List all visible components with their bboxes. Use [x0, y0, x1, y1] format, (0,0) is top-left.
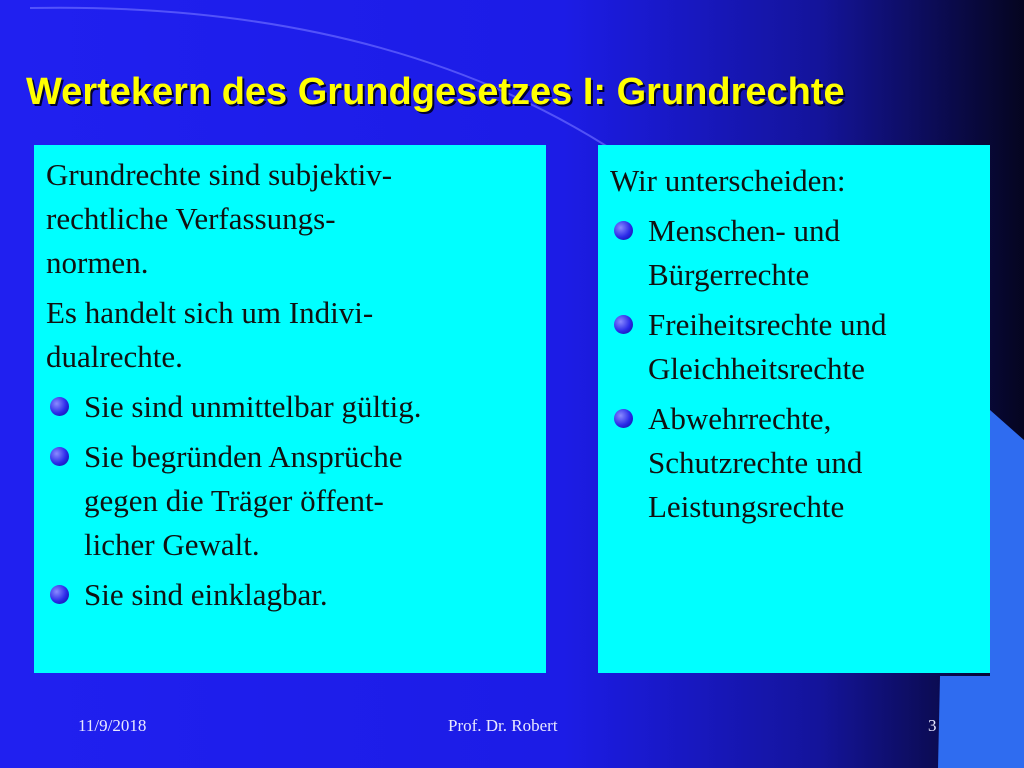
round-blue-bullet-icon — [50, 397, 69, 416]
round-blue-bullet-icon — [614, 315, 633, 334]
text-line: licher Gewalt. — [84, 527, 260, 562]
right-content-box — [598, 145, 990, 673]
text-line: normen. — [46, 245, 149, 280]
text-line: Sie begründen Ansprüche — [84, 439, 403, 474]
text-line: rechtliche Verfassungs- — [46, 201, 336, 236]
text-line: gegen die Träger öffent- — [84, 483, 384, 518]
text-line: Es handelt sich um Indivi- — [46, 295, 374, 330]
text-line: Gleichheitsrechte — [648, 351, 865, 386]
text-line: Leistungsrechte — [648, 489, 845, 524]
text-line: Schutzrechte und — [648, 445, 863, 480]
text-line: dualrechte. — [46, 339, 183, 374]
text-line: Grundrechte sind subjektiv- — [46, 157, 393, 192]
text-line: Menschen- und — [648, 213, 840, 248]
round-blue-bullet-icon — [614, 409, 633, 428]
list-item — [46, 435, 534, 567]
left-paragraph-2 — [46, 291, 534, 379]
text-line: Bürgerrechte — [648, 257, 810, 292]
round-blue-bullet-icon — [50, 585, 69, 604]
list-item — [46, 385, 534, 429]
list-item — [610, 397, 978, 529]
list-item — [46, 573, 534, 617]
text-line: Sie sind unmittelbar gültig. — [84, 389, 422, 424]
slide-title: Wertekern des Grundgesetzes I: Grundrechte — [26, 71, 845, 113]
round-blue-bullet-icon — [50, 447, 69, 466]
right-intro: Wir unterscheiden: — [610, 163, 846, 198]
text-line: Sie sind einklagbar. — [84, 577, 328, 612]
text-line: Freiheitsrechte und — [648, 307, 887, 342]
footer-page-number: 3 — [928, 716, 937, 735]
list-item — [610, 209, 978, 297]
left-bullet-list — [46, 385, 534, 617]
footer-date: 11/9/2018 — [78, 716, 147, 735]
footer-author: Prof. Dr. Robert — [448, 716, 558, 735]
list-item — [610, 303, 978, 391]
round-blue-bullet-icon — [614, 221, 633, 240]
right-bullet-list — [610, 209, 978, 529]
text-line: Abwehrrechte, — [648, 401, 832, 436]
left-paragraph-1 — [46, 153, 534, 285]
left-content-box — [34, 145, 546, 673]
